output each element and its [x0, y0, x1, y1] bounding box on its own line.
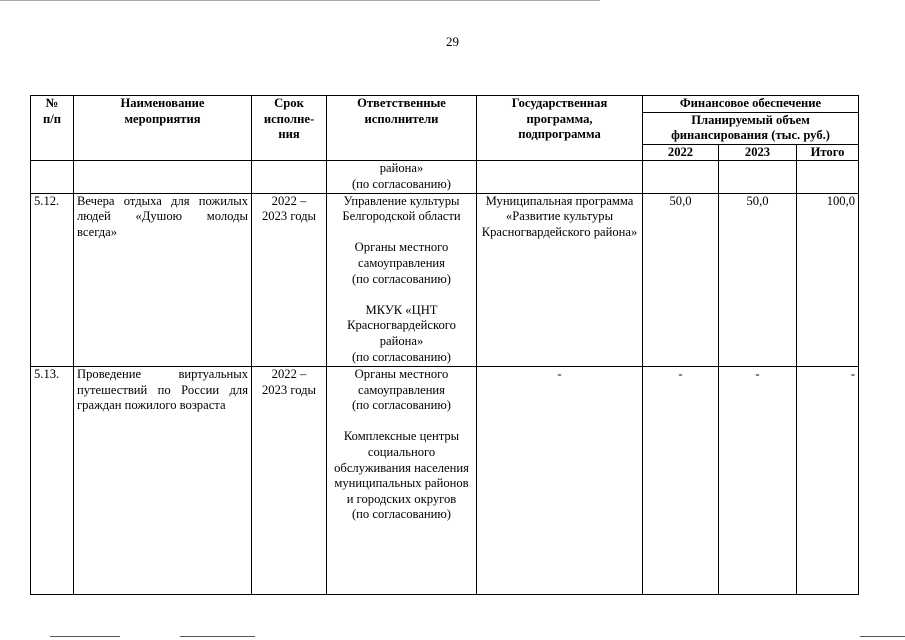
scan-edge-bottom — [50, 636, 120, 637]
row-executors — [327, 193, 477, 367]
executor-entry: Органы местного самоуправления (по согласованию) — [351, 240, 451, 286]
header-2023: 2023 — [719, 144, 797, 161]
header-name: Наименование мероприятия — [74, 96, 252, 161]
page-number: 29 — [446, 34, 459, 49]
activities-table — [30, 95, 859, 595]
row-num: 5.13. — [31, 367, 74, 595]
scan-edge-bottom-2 — [180, 636, 255, 637]
cont-term — [252, 161, 327, 193]
row-executors — [327, 367, 477, 595]
cont-executors-line: района» — [379, 161, 424, 176]
row-2023: - — [719, 367, 797, 595]
scan-edge-top — [0, 0, 600, 1]
cont-executors-line: (по согласованию) — [351, 176, 451, 191]
row-total: - — [797, 367, 859, 595]
scan-edge-bottom-3 — [860, 636, 905, 637]
table-row — [31, 193, 859, 367]
header-term: Срок исполне- ния — [252, 96, 327, 161]
row-program: - — [477, 367, 643, 595]
executor-entry: Органы местного самоуправления (по согласованию) — [351, 367, 451, 413]
executor-entry: Комплексные центры социального обслуживания населения муниципальных районов и городских округов (по согласованию) — [334, 429, 469, 522]
table-row — [31, 367, 859, 595]
header-executors: Ответственные исполнители — [327, 96, 477, 161]
header-planned: Планируемый объем финансирования (тыс. руб.) — [643, 112, 859, 144]
header-finance: Финансовое обеспечение — [643, 96, 859, 113]
header-row-1 — [31, 96, 859, 113]
header-num: № п/п — [31, 96, 74, 161]
cont-executors — [327, 161, 477, 193]
cont-name — [74, 161, 252, 193]
executor-entry: МКУК «ЦНТ Красногвардейского района» (по согласованию) — [347, 302, 456, 364]
cont-total — [797, 161, 859, 193]
cont-num — [31, 161, 74, 193]
row-name: Проведение виртуальных путешествий по России для граждан пожилого возраста — [74, 367, 252, 595]
row-program: Муниципальная программа «Развитие культуры Красногвардейского района» — [477, 193, 643, 367]
cont-2023 — [719, 161, 797, 193]
row-2022: - — [643, 367, 719, 595]
executor-entry: Управление культуры Белгородской области — [342, 193, 461, 224]
continuation-row — [31, 161, 859, 193]
cont-program — [477, 161, 643, 193]
cont-2022 — [643, 161, 719, 193]
row-2023: 50,0 — [719, 193, 797, 367]
row-2022: 50,0 — [643, 193, 719, 367]
row-term: 2022 – 2023 годы — [252, 367, 327, 595]
row-term: 2022 – 2023 годы — [252, 193, 327, 367]
header-total: Итого — [797, 144, 859, 161]
row-num: 5.12. — [31, 193, 74, 367]
header-2022: 2022 — [643, 144, 719, 161]
row-name: Вечера отдыха для пожилых людей «Душою молоды всегда» — [74, 193, 252, 367]
row-total: 100,0 — [797, 193, 859, 367]
header-program: Государственная программа, подпрограмма — [477, 96, 643, 161]
